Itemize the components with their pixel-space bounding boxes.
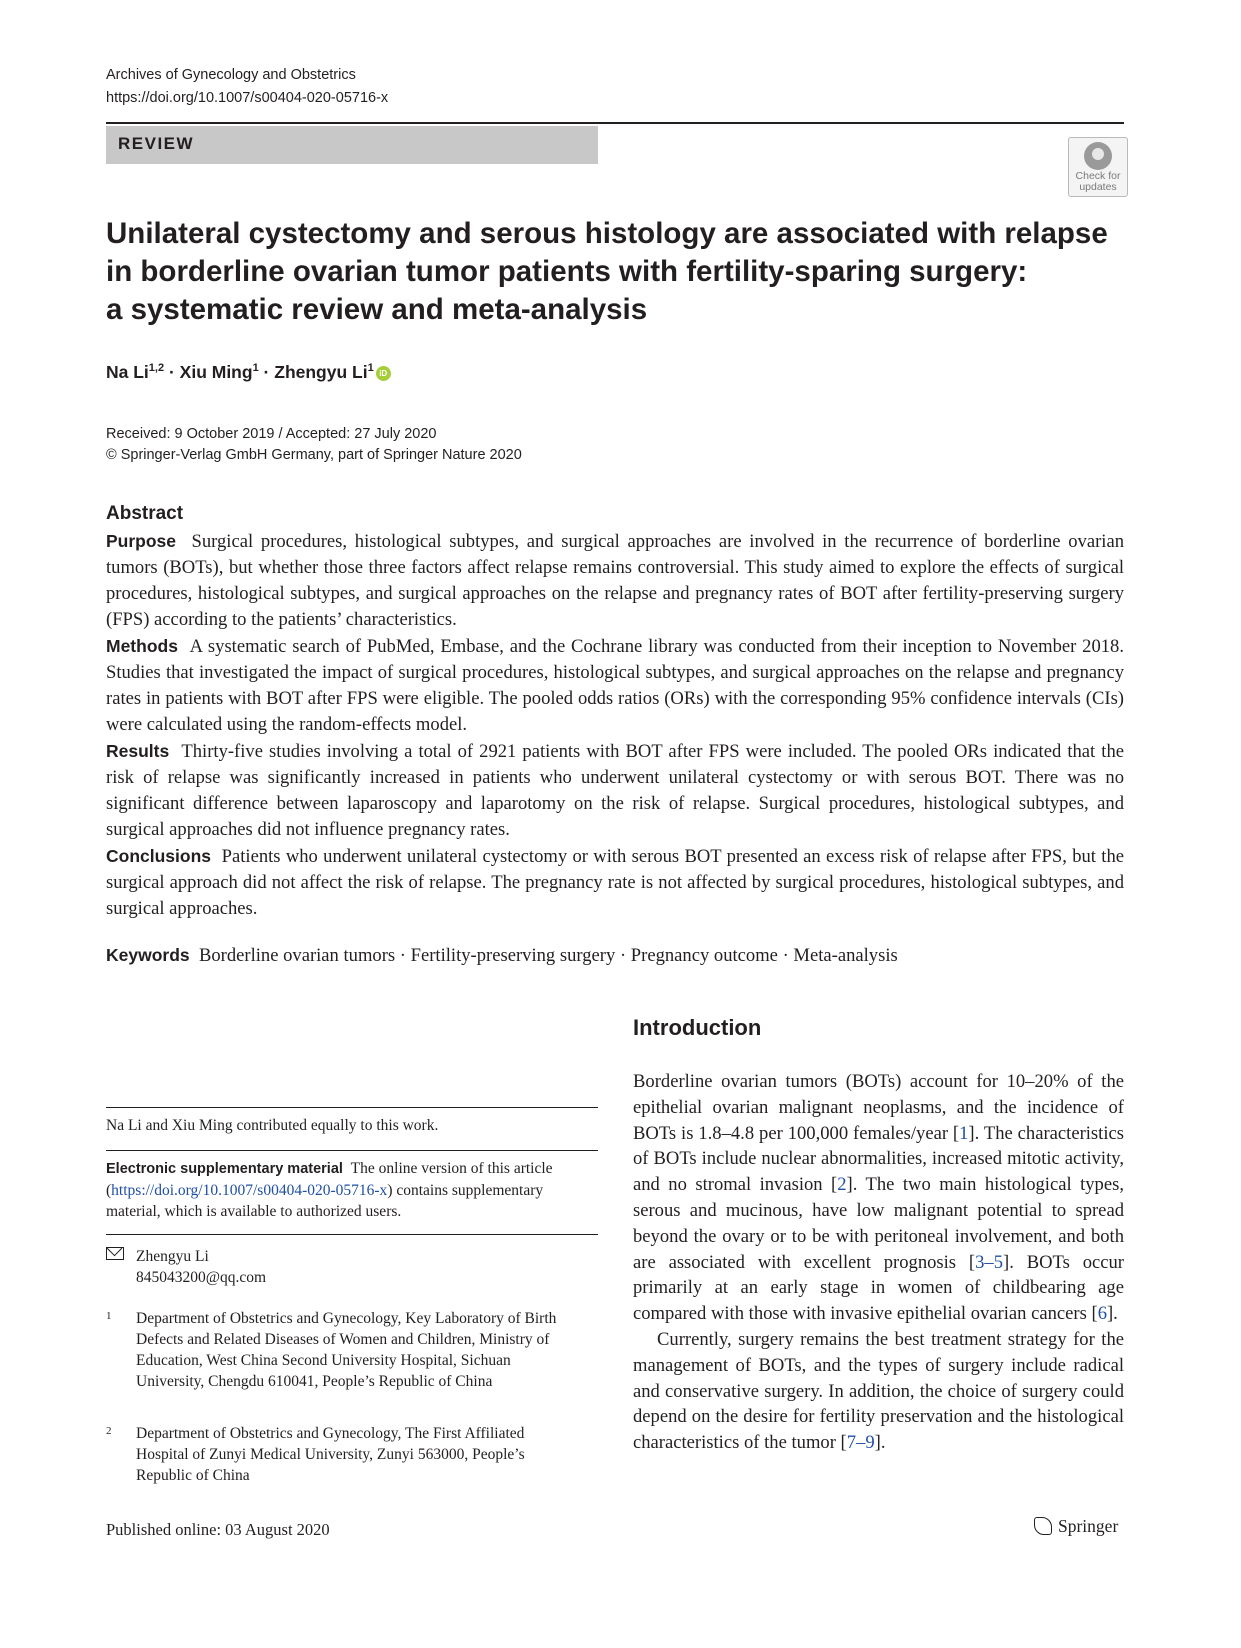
keywords-line [106, 942, 1124, 969]
esm-text: ) contains supplementary material, which is available to authorized users. [106, 1182, 544, 1220]
esm-text: The online version of this article ( [106, 1160, 553, 1199]
author-separator: · [258, 362, 275, 382]
citation-link[interactable]: 6 [1097, 1303, 1107, 1325]
intro-paragraph-1 [633, 1069, 1124, 1327]
title-line-1: Unilateral cystectomy and serous histology are associated with relapse [106, 217, 1108, 250]
intro-text: Currently, surgery remains the best treatment strategy for the management of BOTs, and the types of surgery include radical and conservative surgery. In addition, the choice of surgery could depend on the desire for fertility preservation and the histological characteristics of the tumor [ [633, 1328, 1124, 1454]
author-affil-sup: 1 [367, 362, 374, 375]
corresponding-email[interactable]: 845043200@qq.com [136, 1269, 267, 1286]
corresponding-name: Zhengyu Li [136, 1248, 209, 1265]
methods-heading: Methods [106, 636, 178, 656]
journal-name: Archives of Gynecology and Obstetrics [106, 67, 356, 83]
footnote-rule [106, 1234, 598, 1235]
published-date: Published online: 03 August 2020 [106, 1520, 330, 1539]
affiliation-number: 1 [106, 1310, 112, 1322]
keywords-text: Borderline ovarian tumors · Fertility-preserving surgery · Pregnancy outcome · Meta-analysis [198, 945, 898, 966]
intro-text: Borderline ovarian tumors (BOTs) account for 10–20% of the epithelial ovarian malignant neoplasms, and the incidence of BOTs is 1.8–4.8 per 100,000 females/year [ [633, 1071, 1124, 1144]
conclusions-text: Patients who underwent unilateral cystectomy or with serous BOT presented an excess risk of relapse after FPS, but the surgical approach did not affect the risk of relapse. The pregnancy rate is not affected by surgical procedures, histological subtypes, and surgical approaches. [106, 846, 1124, 919]
intro-text: ]. The two main histological types, serous and mucinous, have low malignant potential to spread beyond the ovary or to be with peritoneal involvement, and both are associated with excellent prognosis [ [633, 1174, 1124, 1273]
received-accepted: Received: 9 October 2019 / Accepted: 27 July 2020 [106, 426, 437, 442]
intro-text: ]. [1106, 1303, 1118, 1325]
author-separator: · [164, 362, 180, 382]
purpose-heading: Purpose [106, 531, 177, 551]
journal-header [106, 64, 388, 110]
abstract-block [106, 502, 1124, 922]
article-doi[interactable]: https://doi.org/10.1007/s00404-020-05716-x [106, 90, 389, 106]
introduction-body [633, 1069, 1124, 1456]
corresponding-author [106, 1246, 266, 1288]
intro-text: ]. BOTs occur primarily at an early stage in women of childbearing age compared with those with invasive epithelial ovarian cancers [ [633, 1251, 1124, 1325]
affiliation-text: Department of Obstetrics and Gynecology, The First Affiliated Hospital of Zunyi Medical University, Zunyi 563000, People’s Republic of China [136, 1425, 525, 1484]
intro-text: ]. The characteristics of BOTs include nuclear abnormalities, increased mitotic activity, and no stromal invasion [ [633, 1122, 1124, 1196]
badge-line-1: Check for [1075, 170, 1121, 182]
author-affil-sup: 1 [252, 362, 259, 375]
author-name: Zhengyu Li [274, 362, 368, 382]
citation-link[interactable]: 2 [837, 1174, 847, 1196]
keywords-heading: Keywords [106, 945, 190, 965]
footnote-rule [106, 1150, 598, 1151]
title-line-3: a systematic review and meta-analysis [106, 293, 648, 326]
orcid-icon[interactable]: iD [376, 366, 391, 381]
publisher-logo [1034, 1516, 1118, 1537]
envelope-icon [106, 1247, 124, 1260]
badge-text [1069, 171, 1127, 193]
supplementary-note [106, 1158, 598, 1222]
article-title [106, 215, 1116, 329]
author-affil-sup: 1,2 [148, 362, 165, 375]
affiliation-1 [106, 1308, 576, 1392]
citation-link[interactable]: 7–9 [846, 1432, 875, 1454]
footnote-rule [106, 1107, 598, 1108]
intro-paragraph-2 [633, 1327, 1124, 1456]
esm-heading: Electronic supplementary material [106, 1161, 343, 1177]
author-name: Na Li [106, 362, 149, 382]
abstract-results [106, 738, 1124, 843]
check-for-updates-badge[interactable] [1068, 137, 1128, 197]
citation-link[interactable]: 1 [959, 1122, 969, 1144]
results-text: Thirty-five studies involving a total of 2921 patients with BOT after FPS were included. The pooled ORs indicated that the risk of relapse was significantly increased in patients who underwent unilateral cystectomy or with serous BOT. There was no significant difference between laparoscopy and laparotomy on the risk of relapse. Surgical procedures, histological subtypes, and surgical approaches did not influence pregnancy rates. [106, 741, 1125, 840]
author-name: Xiu Ming [179, 362, 253, 382]
abstract-conclusions [106, 843, 1124, 922]
springer-horse-icon [1034, 1517, 1052, 1535]
copyright-line: © Springer-Verlag GmbH Germany, part of Springer Nature 2020 [106, 447, 522, 463]
results-heading: Results [106, 741, 170, 761]
purpose-text: Surgical procedures, histological subtypes, and surgical approaches are involved in the recurrence of borderline ovarian tumors (BOTs), but whether those three factors affect relapse remains controversial. This study aimed to explore the effects of surgical procedures, histological subtypes, and surgical approaches on the relapse and pregnancy rates of BOT after fertility-preserving surgery (FPS) according to the patients’ characteristics. [106, 531, 1124, 630]
article-dates [106, 424, 522, 466]
badge-line-2: updates [1079, 181, 1117, 193]
section-label: REVIEW [118, 134, 195, 153]
affiliation-number: 2 [106, 1425, 112, 1437]
contribution-note: Na Li and Xiu Ming contributed equally to this work. [106, 1117, 439, 1134]
header-rule [106, 122, 1124, 124]
methods-text: A systematic search of PubMed, Embase, and the Cochrane library was conducted from their inception to November 2018. Studies that investigated the impact of surgical procedures, histological subtypes, and surgical approaches on the relapse and pregnancy rates in patients with BOT after FPS were eligible. The pooled odds ratios (ORs) with the corresponding 95% confidence intervals (CIs) were calculated using the random-effects model. [106, 636, 1125, 735]
author-list [106, 362, 391, 383]
title-line-2: in borderline ovarian tumor patients with fertility-sparing surgery: [106, 255, 1028, 288]
affiliation-text: Department of Obstetrics and Gynecology, Key Laboratory of Birth Defects and Related Diseases of Women and Children, Ministry of Education, West China Second University Hospital, Sichuan University, Chengdu 610041, People’s Republic of China [136, 1310, 557, 1390]
intro-text: ]. [874, 1432, 886, 1454]
introduction-heading: Introduction [633, 1015, 762, 1040]
abstract-purpose [106, 528, 1124, 633]
abstract-title: Abstract [106, 503, 184, 524]
esm-link[interactable]: https://doi.org/10.1007/s00404-020-05716-x [111, 1182, 388, 1199]
conclusions-heading: Conclusions [106, 846, 212, 866]
crossmark-icon [1084, 142, 1112, 170]
abstract-methods [106, 633, 1124, 738]
publisher-name: Springer [1058, 1516, 1119, 1536]
citation-link[interactable]: 3–5 [975, 1251, 1003, 1273]
affiliation-2 [106, 1423, 576, 1486]
